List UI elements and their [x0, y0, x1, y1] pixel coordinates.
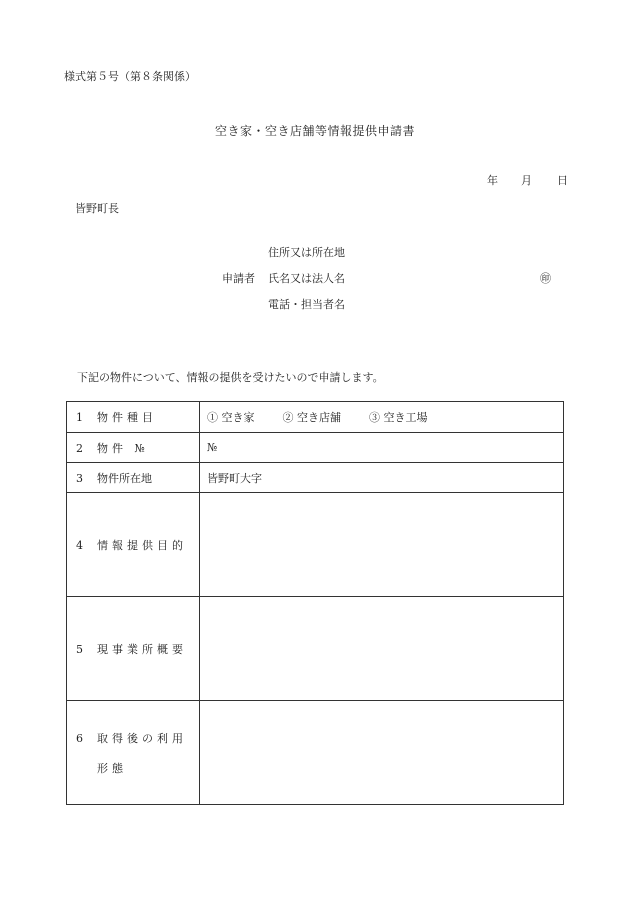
form-number: 様式第５号（第８条関係） [64, 70, 196, 83]
name-field-label: 氏名又は法人名 [268, 272, 345, 285]
property-info-table [66, 401, 564, 805]
row-label-text: 情報提供目的 [97, 538, 187, 552]
row-label [67, 701, 200, 805]
location-prefix: 皆野町大字 [207, 471, 262, 485]
applicant-label: 申請者 [222, 272, 255, 285]
table-row [67, 597, 564, 701]
row-label-text: 物件 № [97, 441, 149, 455]
table-row [67, 701, 564, 805]
row-number: 6 [76, 731, 83, 745]
option-vacant-store[interactable]: ② 空き店舗 [282, 411, 341, 424]
row-label [67, 433, 200, 463]
option-vacant-house[interactable]: ① 空き家 [207, 411, 255, 424]
row-number: 3 [76, 471, 83, 485]
document-title: 空き家・空き店舗等情報提供申請書 [214, 124, 415, 138]
property-type-options[interactable] [200, 402, 564, 433]
property-location-field[interactable] [200, 463, 564, 493]
row-number: 4 [76, 538, 83, 552]
row-label-text: 物件所在地 [97, 471, 152, 485]
row-label-text-line2: 形態 [97, 761, 127, 775]
row-label [67, 493, 200, 597]
row-number: 1 [76, 411, 83, 424]
date-year-label: 年 [487, 174, 498, 187]
row-label-text: 取得後の利用 [97, 731, 187, 745]
addressee: 皆野町長 [75, 202, 119, 215]
purpose-field[interactable] [200, 493, 564, 597]
row-label [67, 402, 200, 433]
table-row [67, 463, 564, 493]
phone-field-label: 電話・担当者名 [268, 298, 345, 311]
property-number-field[interactable] [200, 433, 564, 463]
row-number: 2 [76, 441, 83, 455]
request-statement: 下記の物件について、情報の提供を受けたいので申請します。 [77, 371, 384, 384]
seal-mark: ㊞ [540, 272, 551, 285]
address-field-label: 住所又は所在地 [268, 246, 345, 259]
table-row [67, 493, 564, 597]
row-label [67, 463, 200, 493]
property-number-prefix: № [207, 441, 218, 454]
row-number: 5 [76, 642, 83, 656]
option-vacant-factory[interactable]: ③ 空き工場 [369, 411, 428, 424]
row-label-text: 現事業所概要 [97, 642, 187, 656]
table-row [67, 433, 564, 463]
table-row [67, 402, 564, 433]
date-month-label: 月 [521, 174, 532, 187]
date-day-label: 日 [557, 174, 568, 187]
usage-after-acquisition-field[interactable] [200, 701, 564, 805]
row-label [67, 597, 200, 701]
row-label-text: 物件種目 [97, 411, 157, 424]
business-overview-field[interactable] [200, 597, 564, 701]
